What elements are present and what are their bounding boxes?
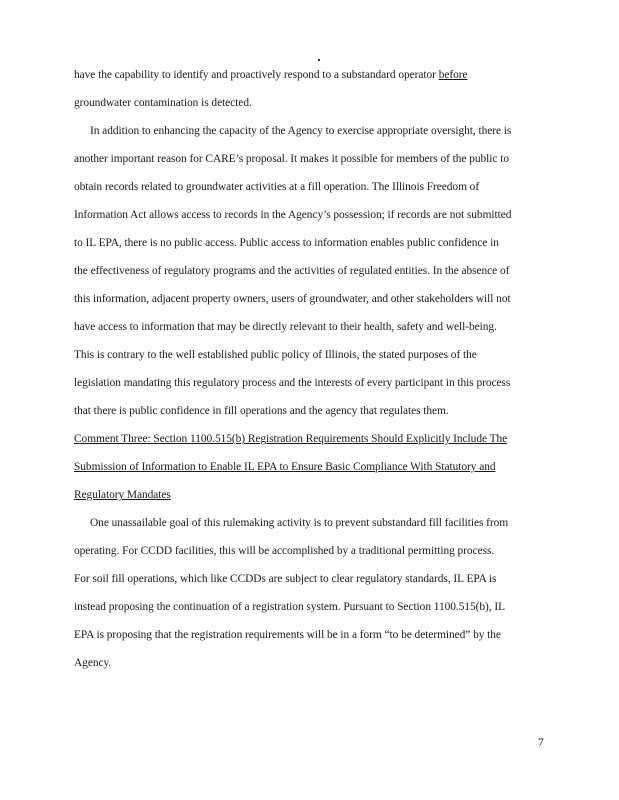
text-line-11: This is contrary to the well established public policy of Illinois, the stated purposes of the — [74, 349, 477, 361]
text-line-17: One unassailable goal of this rulemaking activity is to prevent substandard fill facilities from — [90, 517, 509, 529]
scan-mark — [318, 59, 320, 61]
text-line-1-main: have the capability to identify and proactively respond to a substandard operator — [74, 69, 439, 81]
text-line-20: instead proposing the continuation of a registration system. Pursuant to Section 1100.515(b), IL — [74, 601, 506, 613]
text-line-19: For soil fill operations, which like CCDDs are subject to clear regulatory standards, IL EPA is — [74, 573, 497, 585]
section-heading-line-2: Submission of Information to Enable IL EPA to Ensure Basic Compliance With Statutory and — [74, 461, 496, 473]
text-line-18: operating. For CCDD facilities, this will be accomplished by a traditional permitting process. — [74, 545, 495, 557]
text-line-3: In addition to enhancing the capacity of the Agency to exercise appropriate oversight, there is — [90, 125, 512, 137]
text-line-12: legislation mandating this regulatory process and the interests of every participant in this process — [74, 377, 511, 389]
text-line-10: have access to information that may be directly relevant to their health, safety and well-being. — [74, 321, 497, 333]
text-line-9: this information, adjacent property owners, users of groundwater, and other stakeholders will not — [74, 293, 511, 305]
page-number: 7 — [538, 737, 544, 749]
text-line-13: that there is public confidence in fill operations and the agency that regulates them. — [74, 405, 449, 417]
emphasis-before: before — [438, 69, 468, 81]
section-heading-line-1: Comment Three: Section 1100.515(b) Registration Requirements Should Explicitly Include The — [74, 433, 508, 445]
text-line-8: the effectiveness of regulatory programs and the activities of regulated entities. In the absence of — [74, 265, 510, 277]
text-line-21: EPA is proposing that the registration requirements will be in a form “to be determined” by the — [74, 629, 501, 641]
text-line-1 — [74, 68, 544, 82]
text-line-6: Information Act allows access to records in the Agency’s possession; if records are not submitted — [74, 209, 512, 221]
section-heading-line-3: Regulatory Mandates — [74, 489, 171, 501]
text-line-7: to IL EPA, there is no public access. Public access to information enables public confidence in — [74, 237, 499, 249]
text-line-2: groundwater contamination is detected. — [74, 97, 252, 109]
text-line-22: Agency. — [74, 657, 112, 669]
text-line-5: obtain records related to groundwater activities at a fill operation. The Illinois Freedom of — [74, 181, 480, 193]
text-line-4: another important reason for CARE’s proposal. It makes it possible for members of the public to — [74, 153, 509, 165]
